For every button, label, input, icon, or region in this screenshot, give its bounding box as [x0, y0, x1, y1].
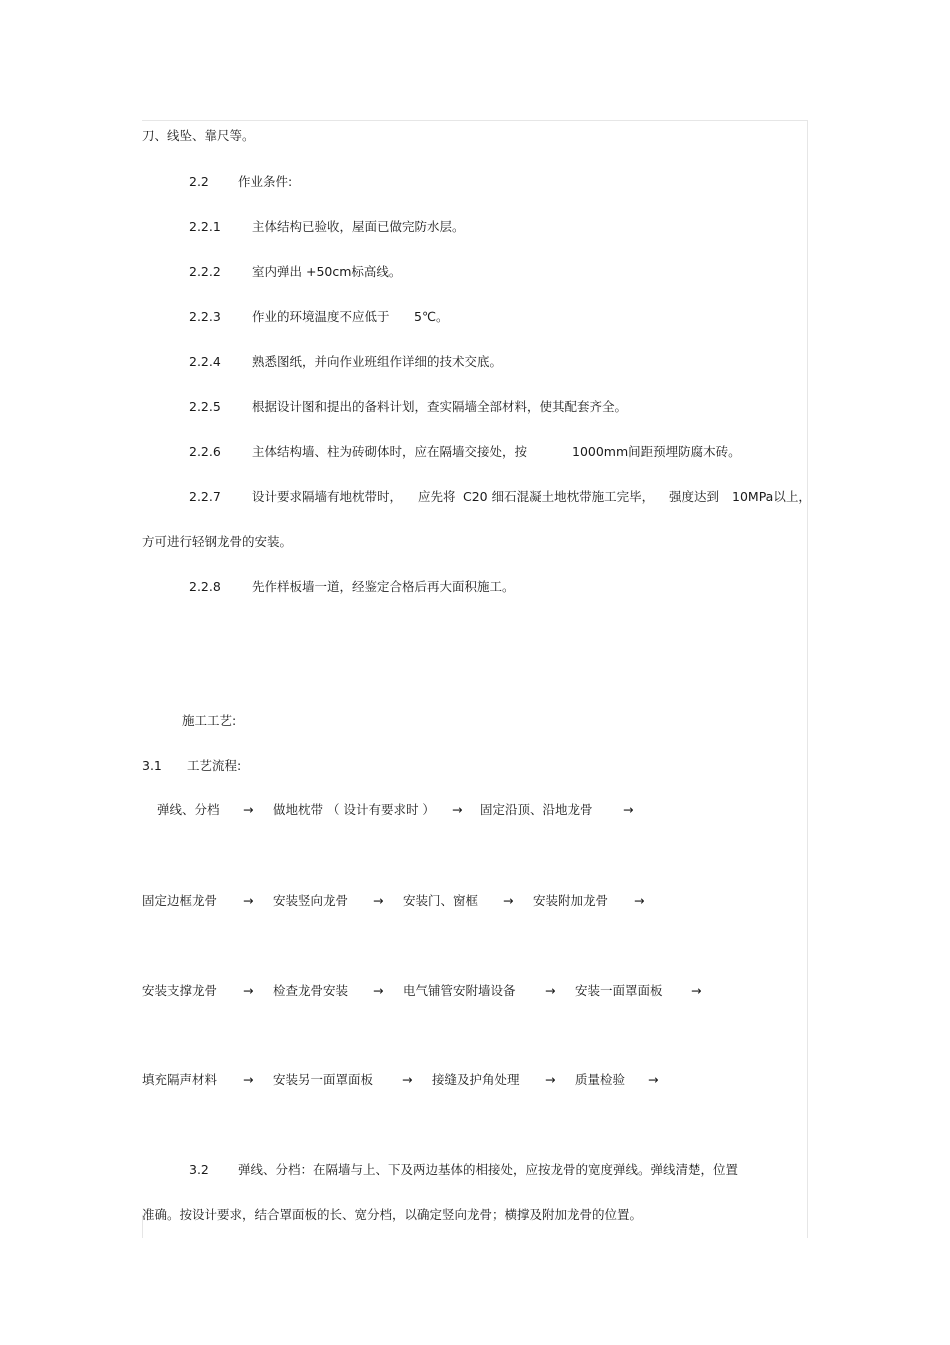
flow-step: 电气铺管安附墙设备 — [403, 983, 516, 998]
item-text: 熟悉图纸，并向作业班组作详细的技术交底。 — [252, 354, 503, 369]
section-number: 2.2 — [189, 174, 209, 189]
item-2-2-4 — [189, 354, 502, 370]
section-title: 作业条件: — [238, 174, 293, 189]
flow-step: 固定沿顶、沿地龙骨 — [480, 802, 593, 817]
item-text: 主体结构已验收，屋面已做完防水层。 — [252, 219, 465, 234]
section-title: 工艺流程: — [187, 758, 242, 773]
section-title: 施工工艺: — [182, 713, 237, 728]
flow-arrow: → — [648, 1072, 659, 1087]
flow-arrow: → — [373, 893, 384, 908]
text: 刀、线坠、靠尺等。 — [142, 128, 255, 143]
item-text-c: C20 细石混凝土地枕带施工完毕， — [463, 489, 655, 504]
item-number: 2.2.8 — [189, 579, 221, 594]
item-text-spacing: 1000mm间距预埋防腐木砖。 — [572, 444, 741, 459]
flow-step: 质量检验 — [575, 1072, 626, 1087]
section-3-1-heading — [142, 758, 241, 774]
section-number: 3.1 — [142, 758, 162, 773]
temperature-value: 5℃。 — [414, 309, 449, 324]
item-text: 室内弹出 +50cm标高线。 — [252, 264, 402, 279]
item-2-2-7-continued — [142, 534, 292, 550]
text: 方可进行轻钢龙骨的安装。 — [142, 534, 293, 549]
process-flow-row-3 — [142, 983, 701, 999]
flow-step: 固定边框龙骨 — [142, 893, 218, 908]
flow-step: 检查龙骨安装 — [273, 983, 349, 998]
item-2-2-3 — [189, 309, 449, 325]
item-number: 2.2.6 — [189, 444, 221, 459]
item-text-a: 设计要求隔墙有地枕带时， — [252, 489, 403, 504]
page-frame-right — [807, 120, 808, 1238]
flow-step: 安装附加龙骨 — [533, 893, 609, 908]
item-2-2-5 — [189, 399, 627, 415]
item-number: 2.2.2 — [189, 264, 221, 279]
flow-step: 接缝及护角处理 — [432, 1072, 520, 1087]
flow-step: 安装门、窗框 — [403, 893, 479, 908]
item-number: 2.2.7 — [189, 489, 221, 504]
item-text: 根据设计图和提出的备料计划，查实隔墙全部材料，使其配套齐全。 — [252, 399, 628, 414]
text-line-tools — [142, 128, 255, 144]
item-text: 主体结构墙、柱为砖砌体时，应在隔墙交接处，按 — [252, 444, 528, 459]
item-2-2-7 — [189, 489, 811, 505]
flow-arrow: → — [243, 802, 254, 817]
flow-arrow: → — [402, 1072, 413, 1087]
item-text-d: 强度达到 — [669, 489, 720, 504]
flow-arrow: → — [691, 983, 702, 998]
flow-arrow: → — [545, 983, 556, 998]
item-number: 2.2.1 — [189, 219, 221, 234]
flow-arrow: → — [243, 983, 254, 998]
item-2-2-6 — [189, 444, 741, 460]
flow-arrow: → — [545, 1072, 556, 1087]
process-flow-row-1 — [157, 802, 633, 818]
flow-arrow: → — [243, 893, 254, 908]
flow-arrow: → — [634, 893, 645, 908]
item-2-2-2 — [189, 264, 401, 280]
item-2-2-1 — [189, 219, 465, 235]
item-number: 3.2 — [189, 1162, 209, 1177]
flow-arrow: → — [623, 802, 634, 817]
item-2-2-8 — [189, 579, 515, 595]
section-2-2-heading — [189, 174, 292, 190]
item-3-2-continued — [142, 1207, 642, 1223]
section-3-heading — [182, 713, 236, 729]
flow-step: 做地枕带 （ 设计有要求时 ） — [273, 802, 435, 817]
item-number: 2.2.5 — [189, 399, 221, 414]
flow-arrow: → — [452, 802, 463, 817]
flow-step: 填充隔声材料 — [142, 1072, 218, 1087]
text: 准确。按设计要求，结合罩面板的长、宽分档，以确定竖向龙骨；横撑及附加龙骨的位置。 — [142, 1207, 643, 1222]
item-text: 先作样板墙一道，经鉴定合格后再大面积施工。 — [252, 579, 515, 594]
flow-step: 安装支撑龙骨 — [142, 983, 218, 998]
item-text-e: 10MPa以上， — [732, 489, 811, 504]
page-frame-top — [142, 120, 808, 121]
flow-step: 安装一面罩面板 — [575, 983, 663, 998]
item-text: 作业的环境温度不应低于 — [252, 309, 390, 324]
flow-arrow: → — [503, 893, 514, 908]
flow-step: 安装竖向龙骨 — [273, 893, 349, 908]
flow-arrow: → — [243, 1072, 254, 1087]
process-flow-row-4 — [142, 1072, 658, 1088]
item-number: 2.2.4 — [189, 354, 221, 369]
flow-step: 弹线、分档 — [157, 802, 220, 817]
item-number: 2.2.3 — [189, 309, 221, 324]
flow-arrow: → — [373, 983, 384, 998]
item-3-2 — [189, 1162, 738, 1178]
item-text: 弹线、分档：在隔墙与上、下及两边基体的相接处，应按龙骨的宽度弹线。弹线清楚，位置 — [238, 1162, 739, 1177]
process-flow-row-2 — [142, 893, 644, 909]
flow-step: 安装另一面罩面板 — [273, 1072, 374, 1087]
item-text-b: 应先将 — [418, 489, 456, 504]
